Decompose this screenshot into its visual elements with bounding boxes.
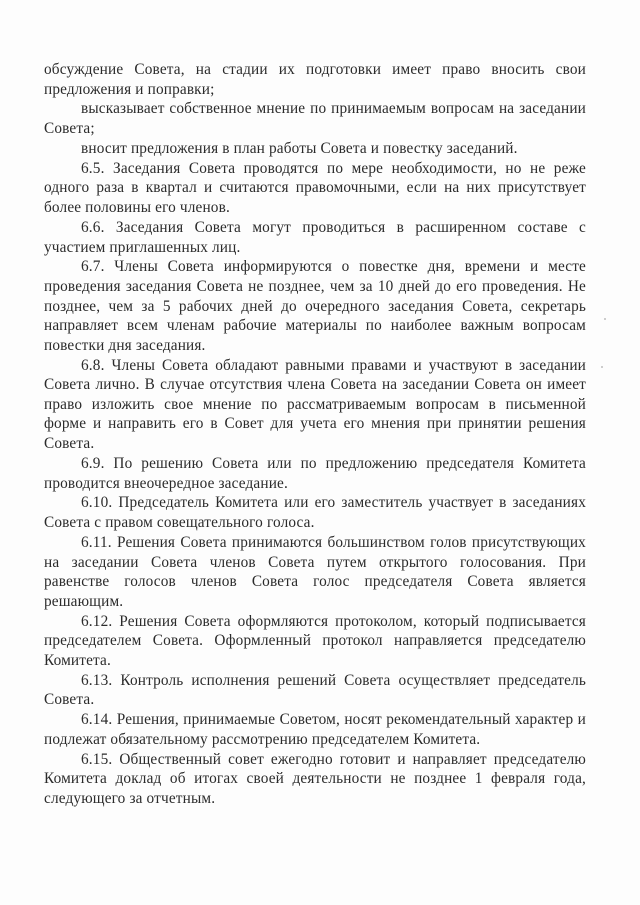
paragraph-6-11: 6.11. Решения Совета принимаются большинством голов присутствующих на заседании Совета членов Совета путем открытого голосования. При равенстве голосов членов Совета голос председателя Совета является решающим. bbox=[44, 533, 586, 610]
paragraph-6-14: 6.14. Решения, принимаемые Советом, носят рекомендательный характер и подлежат обязательному рассмотрению председателем Комитета. bbox=[44, 711, 586, 748]
paragraph-6-7: 6.7. Члены Совета информируются о повестке дня, времени и месте проведения заседания Совета не позднее, чем за 10 дней до его проведения. Не позднее, чем за 5 рабочих дней до очередного заседания Совета, секретарь направляет всем членам рабочие материалы по наиболее важным вопросам повестки дня заседания. bbox=[44, 258, 586, 354]
paragraph-6-9: 6.9. По решению Совета или по предложению председателя Комитета проводится внеочередное заседание. bbox=[44, 454, 586, 492]
paragraph-proposals: вносит предложения в план работы Совета и повестку заседаний. bbox=[81, 139, 518, 157]
paragraph-continuation: обсуждение Совета, на стадии их подготовки имеет право вносить свои предложения и поправки; bbox=[44, 61, 586, 98]
scan-artifact-speck bbox=[604, 318, 606, 320]
paragraph-6-10: 6.10. Председатель Комитета или его заместитель участвует в заседаниях Совета с правом совещательного голоса. bbox=[44, 494, 586, 532]
paragraph-6-15: 6.15. Общественный совет ежегодно готовит и направляет председателю Комитета доклад об итогах своей деятельности не позднее 1 февраля года, следующего за отчетным. bbox=[44, 750, 586, 807]
paragraph-6-13: 6.13. Контроль исполнения решений Совета осуществляет председатель Совета. bbox=[44, 671, 586, 709]
paragraph-6-6: 6.6. Заседания Совета могут проводиться в расширенном составе с участием приглашенных лиц. bbox=[44, 218, 586, 256]
paragraph-6-8: 6.8. Члены Совета обладают равными правами и участвуют в заседании Совета лично. В случае отсутствия члена Совета на заседании Совета он имеет право изложить свое мнение по рассматриваемым вопросам в письменной форме и направить его в Совет для учета его мнения при принятии решения Совета. bbox=[44, 356, 586, 453]
paragraph-6-5: 6.5. Заседания Совета проводятся по мере необходимости, но не реже одного раза в квартал и считаются правомочными, если на них присутствует более половины его членов. bbox=[44, 159, 586, 217]
document-body bbox=[44, 60, 586, 808]
paragraph-6-12: 6.12. Решения Совета оформляются протоколом, который подписывается председателем Совета. Оформленный протокол направляется председателю Комитета. bbox=[44, 612, 586, 669]
scan-artifact-speck bbox=[601, 366, 603, 368]
paragraph-opinion: высказывает собственное мнение по принимаемым вопросам на заседании Совета; bbox=[44, 100, 586, 138]
